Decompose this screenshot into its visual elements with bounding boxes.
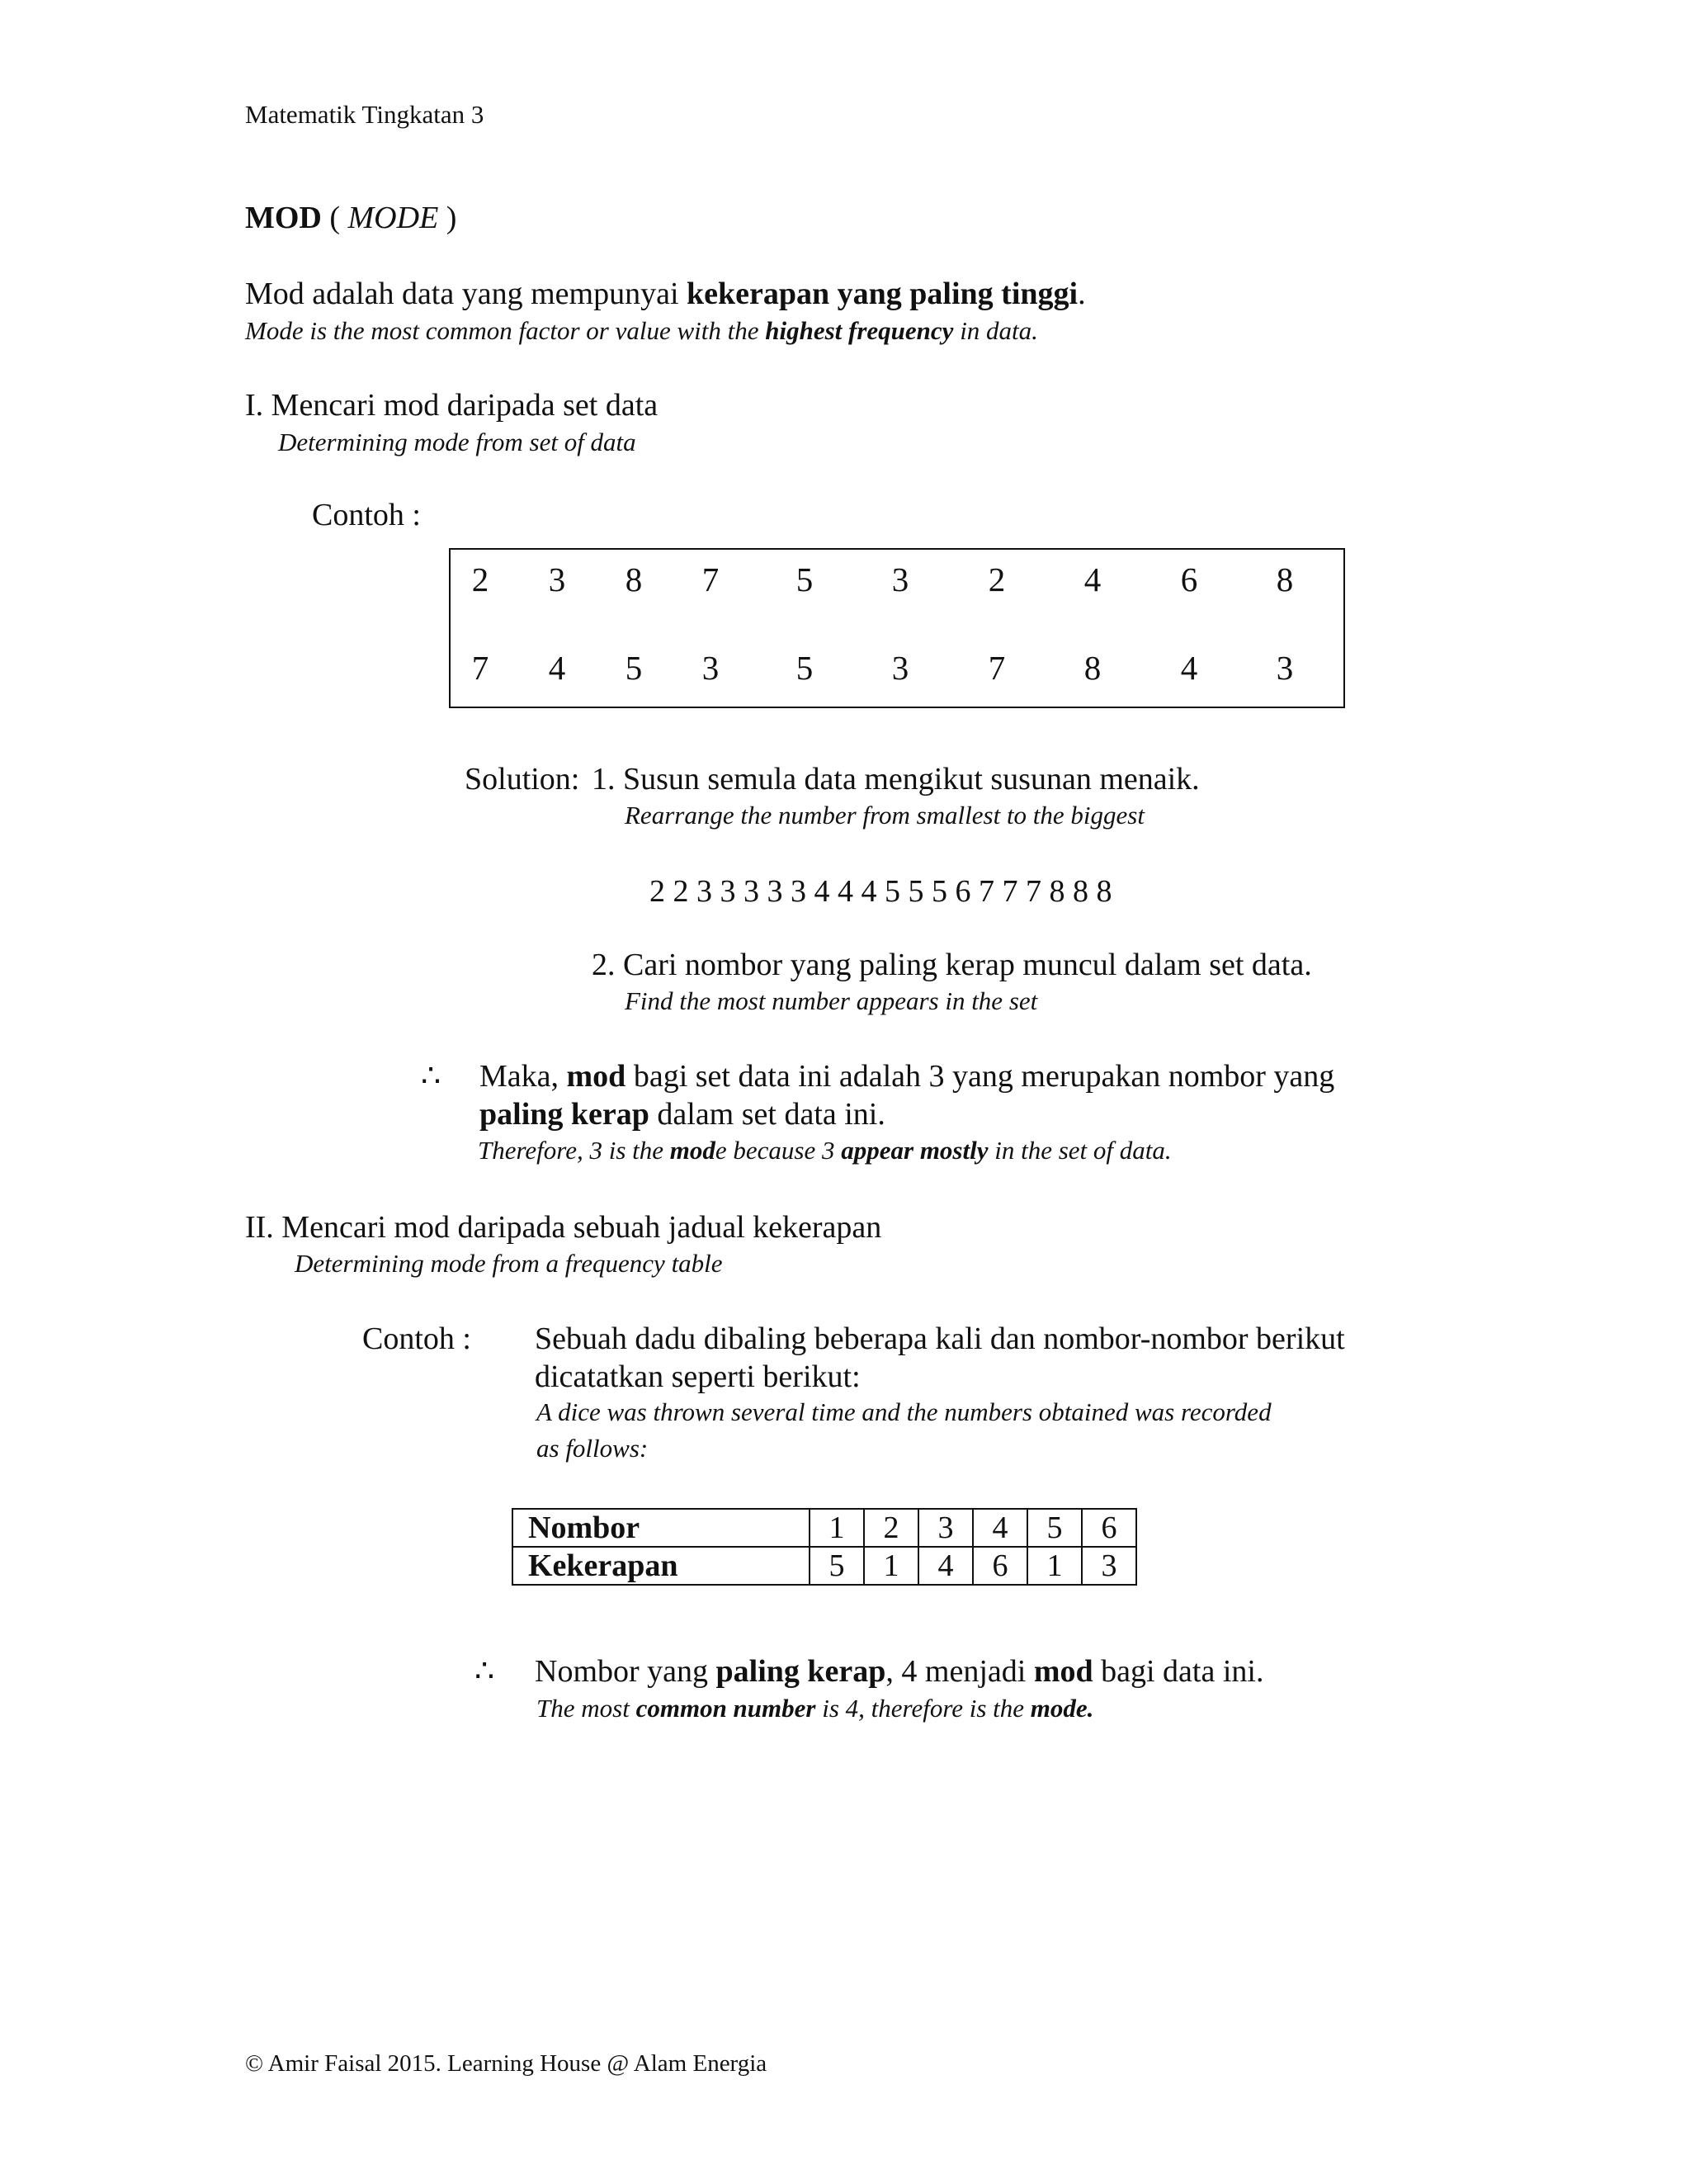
section2-description-english1: A dice was thrown several time and the numbers obtained was recorded (536, 1397, 1272, 1426)
conclusion-text: Maka, (479, 1059, 567, 1094)
definition-malay-end: . (1078, 277, 1086, 311)
section1-contoh-label: Contoh : (312, 498, 421, 532)
table-cell: 5 (1027, 1509, 1082, 1547)
conclusion-bold: paling kerap (715, 1654, 886, 1689)
data-value: 7 (988, 649, 1006, 687)
data-value: 5 (625, 649, 643, 687)
data-value: 7 (471, 649, 489, 687)
conclusion-bold: mod (566, 1059, 626, 1094)
title-main: MOD (245, 201, 322, 235)
conclusion-text: , 4 menjadi (885, 1654, 1034, 1689)
conclusion-text: bagi data ini. (1093, 1654, 1264, 1689)
data-value: 4 (1180, 649, 1198, 687)
data-value: 7 (701, 560, 720, 598)
definition-english-bold: highest frequency (765, 316, 954, 345)
page-header: Matematik Tingkatan 3 (245, 100, 484, 129)
conclusion-bold: mode. (1030, 1694, 1094, 1723)
definition-malay-bold: kekerapan yang paling tinggi (687, 277, 1079, 311)
section2-contoh-label: Contoh : (362, 1321, 471, 1356)
solution-step1-english: Rearrange the number from smallest to the biggest (625, 801, 1145, 830)
conclusion-text: bagi set data ini adalah 3 yang merupakan nombor yang (625, 1059, 1335, 1094)
conclusion-text: e because 3 (715, 1136, 842, 1165)
conclusion-bold: mod (669, 1136, 715, 1165)
sorted-data: 2 2 3 3 3 3 3 4 4 4 5 5 5 6 7 7 7 8 8 8 (649, 874, 1112, 909)
table-row (512, 1547, 1136, 1585)
solution-step2-english: Find the most number appears in the set (625, 986, 1038, 1015)
conclusion-text: dalam set data ini. (649, 1097, 885, 1132)
section1-conclusion-line1 (479, 1058, 1334, 1094)
title-close-paren: ) (446, 201, 457, 235)
table-cell: 4 (918, 1547, 973, 1585)
section2-heading: II. Mencari mod daripada sebuah jadual kekerapan (245, 1210, 882, 1245)
table-cell: 1 (1027, 1547, 1082, 1585)
solution-label: Solution: (465, 762, 580, 797)
data-value: 3 (891, 649, 909, 687)
definition-english-text: Mode is the most common factor or value with the (245, 316, 766, 345)
data-value: 5 (795, 649, 814, 687)
frequency-table (512, 1508, 1137, 1586)
section1-subheading: Determining mode from set of data (278, 428, 636, 456)
therefore-icon: ∴ (474, 1654, 495, 1689)
data-value: 3 (701, 649, 720, 687)
data-value: 4 (548, 649, 566, 687)
section2-description-line2: dicatatkan seperti berikut: (535, 1359, 861, 1394)
data-value: 4 (1083, 560, 1102, 598)
section1-conclusion-english (478, 1136, 1172, 1165)
section1-conclusion-line2 (479, 1096, 885, 1132)
data-value: 6 (1180, 560, 1198, 598)
section2-description-line1: Sebuah dadu dibaling beberapa kali dan nombor-nombor berikut (535, 1321, 1345, 1356)
data-value: 3 (891, 560, 909, 598)
conclusion-text: Nombor yang (535, 1654, 716, 1689)
section1-heading: I. Mencari mod daripada set data (245, 388, 659, 423)
page-title (245, 200, 456, 236)
table-cell: 1 (864, 1547, 918, 1585)
conclusion-text: Therefore, 3 is the (478, 1136, 670, 1165)
table-cell: 1 (810, 1509, 864, 1547)
data-value: 8 (625, 560, 643, 598)
conclusion-bold: appear mostly (841, 1136, 989, 1165)
data-value: 8 (1083, 649, 1102, 687)
data-value: 5 (795, 560, 814, 598)
data-value: 3 (548, 560, 566, 598)
data-value: 2 (471, 560, 489, 598)
data-value: 3 (1276, 649, 1294, 687)
conclusion-text: in the set of data. (988, 1136, 1172, 1165)
section2-subheading: Determining mode from a frequency table (295, 1249, 723, 1278)
table-row (512, 1509, 1136, 1547)
conclusion-bold: common number (635, 1694, 816, 1723)
section2-conclusion (535, 1653, 1263, 1690)
page-footer: © Amir Faisal 2015. Learning House @ Alam Energia (245, 2050, 767, 2077)
definition-english-end: in data. (953, 316, 1038, 345)
conclusion-bold: paling kerap (479, 1097, 649, 1132)
solution-step2: 2. Cari nombor yang paling kerap muncul dalam set data. (592, 948, 1312, 982)
data-value: 8 (1276, 560, 1294, 598)
definition-malay-text: Mod adalah data yang mempunyai (245, 277, 687, 311)
table-cell: 6 (973, 1547, 1027, 1585)
solution-step1: 1. Susun semula data mengikut susunan menaik. (592, 762, 1200, 797)
table-cell: 3 (918, 1509, 973, 1547)
conclusion-bold: mod (1033, 1654, 1093, 1689)
table-cell: 4 (973, 1509, 1027, 1547)
title-english: MODE (347, 201, 439, 235)
definition-english (245, 316, 1038, 346)
table-row-label: Nombor (512, 1509, 810, 1547)
data-value: 2 (988, 560, 1006, 598)
data-set-box (449, 548, 1345, 708)
table-row-label: Kekerapan (512, 1547, 810, 1585)
therefore-icon: ∴ (421, 1059, 441, 1094)
definition-malay (245, 276, 1086, 312)
table-cell: 5 (810, 1547, 864, 1585)
conclusion-text: is 4, therefore is the (815, 1694, 1031, 1723)
title-open-paren: ( (329, 201, 341, 235)
table-cell: 3 (1082, 1547, 1136, 1585)
table-cell: 2 (864, 1509, 918, 1547)
section2-conclusion-english (536, 1694, 1093, 1723)
conclusion-text: The most (536, 1694, 636, 1723)
table-cell: 6 (1082, 1509, 1136, 1547)
section2-description-english2: as follows: (536, 1434, 649, 1463)
